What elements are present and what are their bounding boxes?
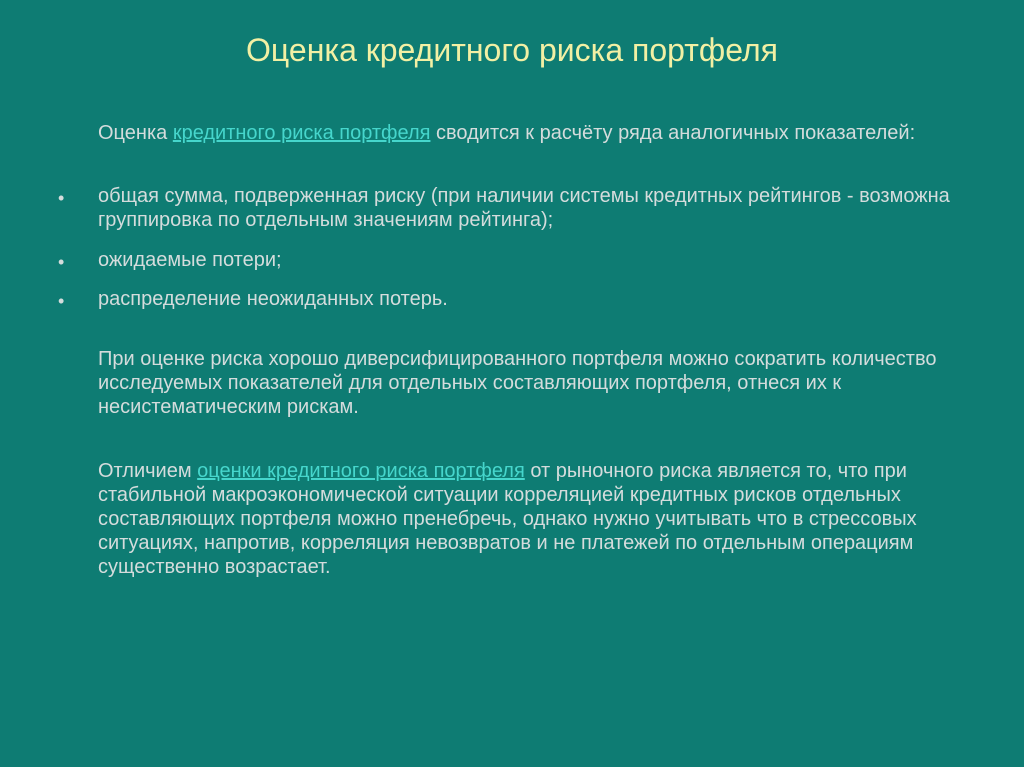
difference-link[interactable]: оценки кредитного риска портфеля (197, 460, 525, 482)
difference-paragraph (98, 459, 978, 579)
intro-text-after: сводится к расчёту ряда аналогичных показателей: (430, 122, 916, 144)
bullet-item-exposure: общая сумма, подверженная риску (при наличии системы кредитных рейтингов - возможна группировка по отдельным значениям рейтинга); (98, 185, 950, 231)
diversification-paragraph: При оценке риска хорошо диверсифицированного портфеля можно сократить количество исследуемых показателей для отдельных составляющих портфеля, отнеся их к несистематическим рискам. (98, 348, 937, 418)
bullet-item-expected-losses: ожидаемые потери; (98, 249, 282, 271)
bullet-item-unexpected-losses: распределение неожиданных потерь. (98, 288, 448, 310)
bullet-icon: • (58, 252, 65, 272)
bullet-icon: • (58, 188, 65, 208)
slide-title: Оценка кредитного риска портфеля (246, 32, 778, 68)
difference-text-after: от рыночного риска является то, что при стабильной макроэкономической ситуации корреляцией кредитных рисков отдельных составляющих портфеля можно пренебречь, однако нужно учитывать что в стрессовых ситуациях, напротив, корреляция невозвратов и не платежей по отдельным операциям существенно возрастает. (98, 460, 917, 578)
difference-text-before: Отличием (98, 460, 198, 482)
intro-paragraph (98, 121, 978, 145)
bullet-icon: • (58, 291, 65, 311)
intro-link[interactable]: кредитного риска портфеля (172, 122, 431, 144)
intro-text-before: Оценка (98, 122, 173, 144)
